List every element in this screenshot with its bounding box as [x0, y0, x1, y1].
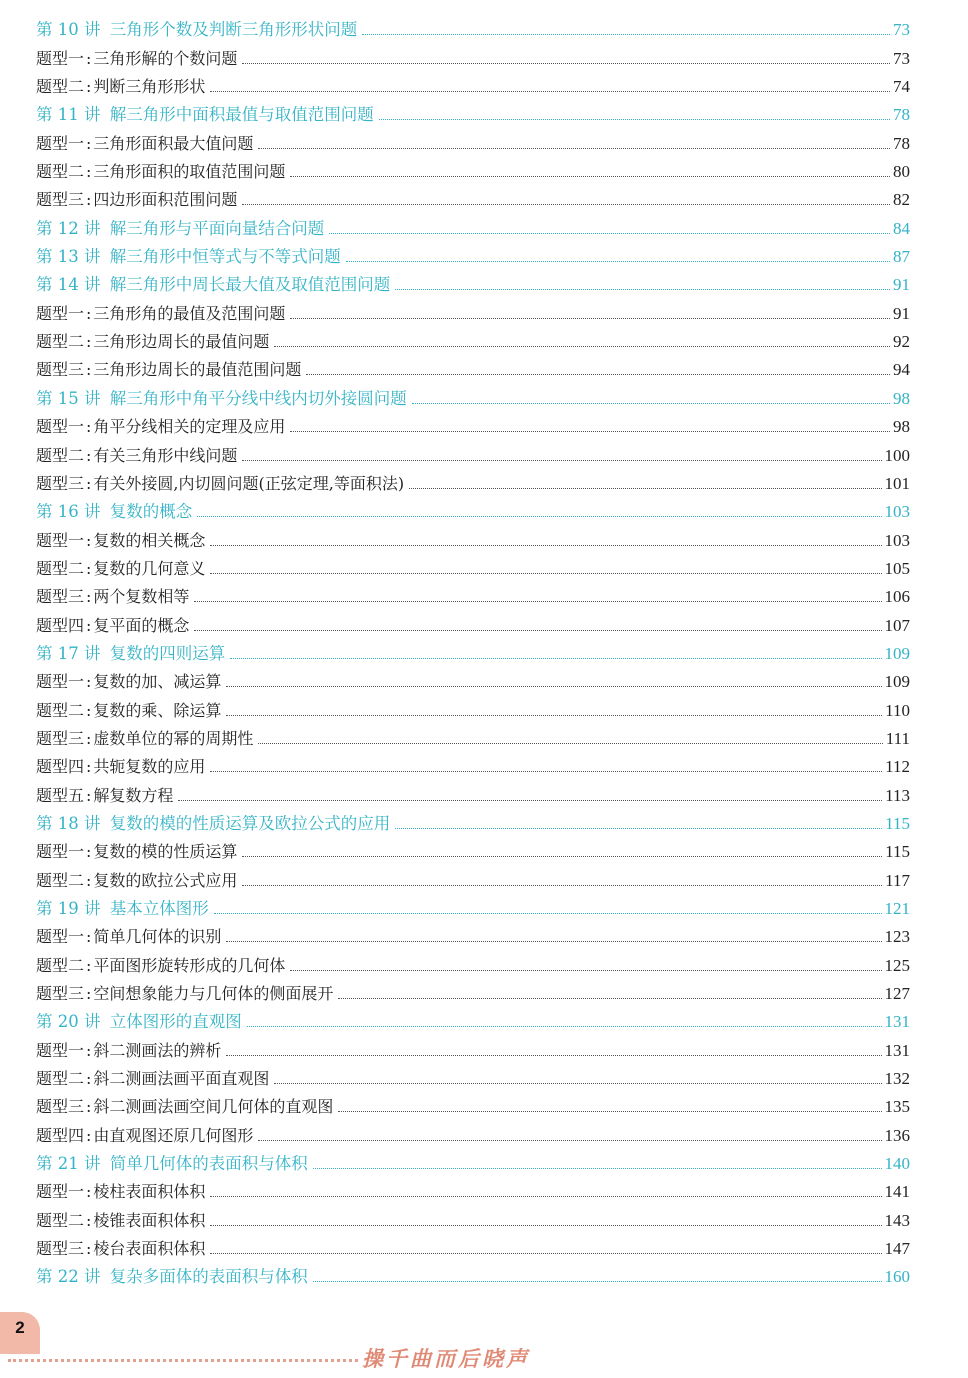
- toc-entry-label: 题型三: [36, 473, 85, 493]
- toc-entry-text: 解三角形中恒等式与不等式问题: [109, 247, 341, 267]
- toc-entry-title: 题型一 : 三角形解的个数问题: [36, 48, 238, 68]
- toc-entry-label: 题型三: [36, 360, 85, 380]
- toc-entry-title: 题型三 : 两个复数相等: [36, 587, 190, 607]
- toc-page-number: 103: [884, 530, 910, 550]
- toc-section-row[interactable]: [36, 725, 910, 753]
- toc-entry-label: 题型一: [36, 133, 85, 153]
- toc-chapter-row[interactable]: [36, 214, 910, 242]
- toc-page-number: 143: [884, 1210, 910, 1230]
- toc-page-number: 98: [893, 388, 910, 408]
- toc-section-row[interactable]: [36, 781, 910, 809]
- toc-entry-title: 题型三 : 虚数单位的幂的周期性: [36, 728, 254, 748]
- toc-page-number: 106: [884, 587, 910, 607]
- toc-entry-text: 解三角形中角平分线中线内切外接圆问题: [109, 388, 407, 408]
- toc-entry-text: 简单几何体的表面积与体积: [109, 1154, 308, 1174]
- toc-section-row[interactable]: [36, 413, 910, 441]
- toc-page-number: 80: [893, 162, 910, 182]
- toc-entry-text: 三角形角的最值及范围问题: [93, 303, 286, 323]
- toc-entry-text: 三角形边周长的最值范围问题: [93, 360, 302, 380]
- toc-section-row[interactable]: [36, 470, 910, 498]
- toc-entry-title: 题型三 : 空间想象能力与几何体的侧面展开: [36, 984, 334, 1004]
- toc-section-row[interactable]: [36, 980, 910, 1008]
- toc-page-number: 74: [893, 77, 910, 97]
- toc-entry-label: 第 12 讲: [36, 218, 101, 238]
- dot-leader: [338, 997, 881, 999]
- toc-entry-label: 第 18 讲: [36, 813, 101, 833]
- toc-entry-title: 题型二 : 判断三角形形状: [36, 77, 206, 97]
- toc-entry-text: 三角形面积的取值范围问题: [93, 162, 286, 182]
- dot-leader: [242, 884, 882, 886]
- toc-entry-title: 题型一 : 三角形角的最值及范围问题: [36, 303, 286, 323]
- toc-chapter-row[interactable]: [36, 16, 910, 44]
- dot-leader: [290, 430, 890, 432]
- toc-entry-text: 复杂多面体的表面积与体积: [109, 1267, 308, 1287]
- toc-entry-title: [36, 215, 324, 243]
- toc-entry-label: 题型二: [36, 700, 85, 720]
- toc-entry-label: 题型四: [36, 615, 85, 635]
- dot-leader: [210, 1252, 881, 1254]
- toc-entry-label: 题型二: [36, 77, 85, 97]
- toc-chapter-row[interactable]: [36, 384, 910, 412]
- dot-leader: [210, 572, 881, 574]
- toc-entry-title: 题型四 : 由直观图还原几何图形: [36, 1125, 254, 1145]
- toc-entry-label: 题型五: [36, 785, 85, 805]
- toc-page-number: 110: [885, 700, 910, 720]
- toc-entry-text: 棱台表面积体积: [93, 1239, 206, 1259]
- toc-entry-label: 题型三: [36, 587, 85, 607]
- toc-entry-label: 第 20 讲: [36, 1012, 101, 1032]
- toc-chapter-row[interactable]: [36, 101, 910, 129]
- toc-entry-title: 题型二 : 复数的乘、除运算: [36, 700, 222, 720]
- toc-section-row[interactable]: [36, 441, 910, 469]
- dot-leader: [290, 317, 890, 319]
- toc-page-number: 140: [884, 1154, 910, 1174]
- toc-entry-label: 题型二: [36, 445, 85, 465]
- toc-section-row[interactable]: [36, 356, 910, 384]
- toc-entry-text: 复数的模的性质运算及欧拉公式的应用: [109, 813, 391, 833]
- toc-section-row[interactable]: [36, 555, 910, 583]
- toc-entry-label: 题型三: [36, 728, 85, 748]
- toc-entry-text: 复数的模的性质运算: [93, 842, 238, 862]
- footer-dotted-line: [8, 1355, 358, 1362]
- toc-page-number: 78: [893, 105, 910, 125]
- dot-leader: [230, 657, 881, 659]
- toc-page-number: 160: [884, 1267, 910, 1287]
- toc-entry-label: 题型三: [36, 984, 85, 1004]
- toc-entry-text: 三角形边周长的最值问题: [93, 332, 270, 352]
- toc-page-number: 117: [885, 870, 910, 890]
- toc-entry-label: 题型三: [36, 190, 85, 210]
- dot-leader: [258, 1139, 881, 1141]
- toc-entry-title: 题型二 : 棱锥表面积体积: [36, 1210, 206, 1230]
- dot-leader: [346, 260, 890, 262]
- toc-entry-label: 第 10 讲: [36, 20, 101, 40]
- toc-entry-text: 解三角形中周长最大值及取值范围问题: [109, 275, 391, 295]
- toc-entry-text: 平面图形旋转形成的几何体: [93, 955, 286, 975]
- toc-entry-title: 题型三 : 有关外接圆,内切圆问题(正弦定理,等面积法): [36, 473, 405, 493]
- toc-entry-label: 题型一: [36, 1040, 85, 1060]
- toc-section-row[interactable]: [36, 1065, 910, 1093]
- toc-entry-text: 四边形面积范围问题: [93, 190, 238, 210]
- toc-entry-text: 空间想象能力与几何体的侧面展开: [93, 984, 334, 1004]
- toc-entry-label: 题型二: [36, 558, 85, 578]
- toc-chapter-row[interactable]: [36, 895, 910, 923]
- toc-entry-label: 题型一: [36, 1182, 85, 1202]
- toc-entry-text: 两个复数相等: [93, 587, 190, 607]
- dot-leader: [226, 940, 881, 942]
- dot-leader: [226, 685, 881, 687]
- toc-page-number: 121: [884, 899, 910, 918]
- toc-page-number: 91: [893, 303, 910, 323]
- toc-page-number: 109: [884, 643, 910, 663]
- dot-leader: [178, 799, 882, 801]
- toc-entry-text: 由直观图还原几何图形: [93, 1125, 254, 1145]
- toc-page-number: 91: [893, 275, 910, 295]
- toc-entry-text: 复数的几何意义: [93, 558, 206, 578]
- toc-entry-label: 题型二: [36, 332, 85, 352]
- toc-entry-label: 第 19 讲: [36, 899, 101, 918]
- toc-entry-title: 题型二 : 三角形面积的取值范围问题: [36, 162, 286, 182]
- toc-page-number: 147: [884, 1239, 910, 1259]
- toc-page-number: 73: [893, 48, 910, 68]
- toc-section-row[interactable]: [36, 923, 910, 951]
- dot-leader: [242, 203, 890, 205]
- toc-section-row[interactable]: [36, 838, 910, 866]
- toc-page-number: 136: [884, 1125, 910, 1145]
- toc-section-row[interactable]: [36, 328, 910, 356]
- toc-section-row[interactable]: [36, 951, 910, 979]
- toc-entry-title: 题型二 : 平面图形旋转形成的几何体: [36, 955, 286, 975]
- toc-entry-text: 斜二测画法画平面直观图: [93, 1069, 270, 1089]
- toc-entry-text: 复数的概念: [109, 502, 193, 522]
- toc-entry-text: 简单几何体的识别: [93, 927, 222, 947]
- toc-entry-title: 题型三 : 三角形边周长的最值范围问题: [36, 360, 302, 380]
- toc-entry-title: 题型三 : 四边形面积范围问题: [36, 190, 238, 210]
- dot-leader: [274, 345, 890, 347]
- toc-entry-text: 基本立体图形: [109, 899, 209, 918]
- toc-entry-title: [36, 101, 374, 129]
- toc-page-number: 82: [893, 190, 910, 210]
- toc-entry-title: 题型二 : 三角形边周长的最值问题: [36, 332, 270, 352]
- toc-entry-text: 斜二测画法的辨析: [93, 1040, 222, 1060]
- toc-entry-label: 题型二: [36, 1210, 85, 1230]
- dot-leader: [412, 402, 890, 404]
- toc-entry-text: 三角形解的个数问题: [93, 48, 238, 68]
- dot-leader: [242, 855, 882, 857]
- toc-section-row[interactable]: [36, 1121, 910, 1149]
- toc-page-number: 109: [884, 672, 910, 692]
- toc-entry-title: [36, 1150, 308, 1178]
- toc-page-number: 92: [893, 332, 910, 352]
- toc-section-row[interactable]: [36, 526, 910, 554]
- toc-page-number: 98: [893, 417, 910, 437]
- toc-entry-title: 题型一 : 三角形面积最大值问题: [36, 133, 254, 153]
- toc-page-number: 107: [884, 615, 910, 635]
- toc-entry-title: [36, 1263, 308, 1291]
- toc-entry-text: 三角形面积最大值问题: [93, 133, 254, 153]
- toc-entry-text: 复数的加、减运算: [93, 672, 222, 692]
- dot-leader: [210, 770, 882, 772]
- toc-entry-title: 题型一 : 斜二测画法的辨析: [36, 1040, 222, 1060]
- dot-leader: [362, 33, 890, 35]
- dot-leader: [306, 373, 890, 375]
- toc-section-row[interactable]: [36, 158, 910, 186]
- toc-section-row[interactable]: [36, 611, 910, 639]
- toc-entry-title: 题型四 : 共轭复数的应用: [36, 757, 206, 777]
- toc-page-number: 105: [884, 558, 910, 578]
- toc-entry-title: 题型一 : 简单几何体的识别: [36, 927, 222, 947]
- toc-entry-text: 棱锥表面积体积: [93, 1210, 206, 1230]
- toc-page-number: 94: [893, 360, 910, 380]
- toc-section-row[interactable]: [36, 186, 910, 214]
- toc-entry-title: [36, 810, 390, 838]
- toc-entry-title: 题型四 : 复平面的概念: [36, 615, 190, 635]
- toc-section-row[interactable]: [36, 1206, 910, 1234]
- dot-leader: [197, 515, 881, 517]
- toc-chapter-row[interactable]: [36, 271, 910, 299]
- toc-page-number: 127: [884, 984, 910, 1004]
- toc-chapter-row[interactable]: [36, 810, 910, 838]
- toc-entry-label: 第 22 讲: [36, 1267, 101, 1287]
- table-of-contents: [36, 16, 910, 1291]
- toc-entry-label: 第 16 讲: [36, 502, 101, 522]
- toc-entry-title: [36, 498, 192, 526]
- toc-chapter-row[interactable]: [36, 498, 910, 526]
- toc-entry-text: 复数的相关概念: [93, 530, 206, 550]
- toc-entry-title: 题型一 : 角平分线相关的定理及应用: [36, 417, 286, 437]
- toc-entry-text: 有关三角形中线问题: [93, 445, 238, 465]
- toc-entry-label: 第 21 讲: [36, 1154, 101, 1174]
- toc-section-row[interactable]: [36, 299, 910, 327]
- toc-section-row[interactable]: [36, 73, 910, 101]
- toc-page-number: 111: [885, 728, 910, 748]
- dot-leader: [210, 90, 890, 92]
- page-number: 2: [15, 1318, 25, 1337]
- toc-entry-title: [36, 1008, 242, 1036]
- toc-entry-label: 第 17 讲: [36, 643, 101, 663]
- toc-page-number: 78: [893, 133, 910, 153]
- toc-entry-label: 题型三: [36, 1239, 85, 1259]
- toc-page-number: 131: [884, 1012, 910, 1032]
- toc-entry-label: 题型二: [36, 955, 85, 975]
- dot-leader: [214, 912, 882, 914]
- toc-entry-label: 题型四: [36, 757, 85, 777]
- toc-chapter-row[interactable]: [36, 640, 910, 668]
- toc-section-row[interactable]: [36, 668, 910, 696]
- toc-page-number: 84: [893, 218, 910, 238]
- dot-leader: [338, 1110, 881, 1112]
- toc-page-number: 73: [893, 20, 910, 40]
- toc-entry-title: 题型一 : 复数的模的性质运算: [36, 842, 238, 862]
- toc-section-row[interactable]: [36, 1036, 910, 1064]
- toc-chapter-row[interactable]: [36, 243, 910, 271]
- dot-leader: [313, 1167, 882, 1169]
- toc-entry-title: 题型三 : 棱台表面积体积: [36, 1239, 206, 1259]
- dot-leader: [290, 175, 890, 177]
- toc-entry-text: 共轭复数的应用: [93, 757, 206, 777]
- dot-leader: [290, 969, 881, 971]
- dot-leader: [258, 742, 882, 744]
- dot-leader: [226, 714, 882, 716]
- dot-leader: [379, 118, 890, 120]
- toc-entry-text: 虚数单位的幂的周期性: [93, 728, 254, 748]
- toc-chapter-row[interactable]: [36, 1263, 910, 1291]
- toc-section-row[interactable]: [36, 583, 910, 611]
- toc-entry-text: 复平面的概念: [93, 615, 190, 635]
- toc-page-number: 87: [893, 247, 910, 267]
- toc-chapter-row[interactable]: [36, 1008, 910, 1036]
- toc-entry-text: 判断三角形形状: [93, 77, 206, 97]
- toc-entry-label: 第 11 讲: [36, 105, 101, 125]
- toc-entry-text: 解三角形与平面向量结合问题: [109, 218, 325, 238]
- toc-entry-label: 题型三: [36, 1097, 85, 1117]
- dot-leader: [274, 1082, 881, 1084]
- toc-entry-title: 题型二 : 复数的几何意义: [36, 558, 206, 578]
- toc-section-row[interactable]: [36, 129, 910, 157]
- toc-entry-title: 题型二 : 有关三角形中线问题: [36, 445, 238, 465]
- toc-entry-label: 第 15 讲: [36, 388, 101, 408]
- toc-entry-label: 第 13 讲: [36, 247, 101, 267]
- toc-entry-text: 三角形个数及判断三角形形状问题: [109, 20, 358, 40]
- dot-leader: [258, 147, 890, 149]
- dot-leader: [194, 629, 881, 631]
- dot-leader: [247, 1025, 882, 1027]
- toc-entry-label: 题型二: [36, 870, 85, 890]
- toc-page-number: 135: [884, 1097, 910, 1117]
- toc-page-number: 141: [884, 1182, 910, 1202]
- dot-leader: [242, 62, 890, 64]
- toc-page-number: 112: [885, 757, 910, 777]
- dot-leader: [409, 487, 881, 489]
- toc-entry-title: 题型二 : 复数的欧拉公式应用: [36, 870, 238, 890]
- toc-entry-label: 题型一: [36, 303, 85, 323]
- toc-section-row[interactable]: [36, 1235, 910, 1263]
- toc-entry-text: 复数的乘、除运算: [93, 700, 222, 720]
- toc-entry-text: 复数的欧拉公式应用: [93, 870, 238, 890]
- dot-leader: [226, 1054, 881, 1056]
- toc-chapter-row[interactable]: [36, 1150, 910, 1178]
- dot-leader: [194, 600, 881, 602]
- toc-entry-label: 题型一: [36, 417, 85, 437]
- toc-entry-title: 题型三 : 斜二测画法画空间几何体的直观图: [36, 1097, 334, 1117]
- toc-entry-title: [36, 271, 390, 299]
- dot-leader: [242, 459, 881, 461]
- toc-page-number: 123: [884, 927, 910, 947]
- toc-entry-title: [36, 16, 357, 44]
- toc-entry-label: 题型一: [36, 927, 85, 947]
- toc-entry-label: 题型一: [36, 48, 85, 68]
- toc-entry-title: 题型一 : 复数的加、减运算: [36, 672, 222, 692]
- dot-leader: [210, 1224, 881, 1226]
- toc-entry-text: 复数的四则运算: [109, 643, 226, 663]
- toc-entry-label: 题型二: [36, 1069, 85, 1089]
- dot-leader: [395, 288, 890, 290]
- dot-leader: [210, 1195, 881, 1197]
- dot-leader: [395, 827, 882, 829]
- toc-entry-label: 题型四: [36, 1125, 85, 1145]
- toc-page-number: 115: [885, 813, 910, 833]
- toc-section-row[interactable]: [36, 1093, 910, 1121]
- toc-section-row[interactable]: [36, 753, 910, 781]
- toc-entry-title: 题型一 : 复数的相关概念: [36, 530, 206, 550]
- toc-entry-title: [36, 385, 407, 413]
- toc-entry-text: 有关外接圆,内切圆问题(正弦定理,等面积法): [93, 473, 405, 493]
- dot-leader: [210, 544, 881, 546]
- toc-entry-title: [36, 640, 225, 668]
- dot-leader: [329, 232, 890, 234]
- toc-entry-label: 题型二: [36, 162, 85, 182]
- toc-section-row[interactable]: [36, 866, 910, 894]
- toc-page-number: 113: [885, 785, 910, 805]
- footer-slogan: 操千曲而后晓声: [362, 1346, 530, 1371]
- toc-entry-title: [36, 895, 209, 923]
- toc-entry-title: 题型二 : 斜二测画法画平面直观图: [36, 1069, 270, 1089]
- toc-entry-text: 解复数方程: [93, 785, 174, 805]
- toc-entry-text: 解三角形中面积最值与取值范围问题: [109, 105, 374, 125]
- toc-section-row[interactable]: [36, 1178, 910, 1206]
- toc-page-number: 103: [884, 502, 910, 522]
- toc-entry-text: 立体图形的直观图: [109, 1012, 242, 1032]
- toc-entry-label: 题型一: [36, 672, 85, 692]
- toc-entry-title: [36, 243, 341, 271]
- toc-entry-title: 题型五 : 解复数方程: [36, 785, 174, 805]
- toc-entry-title: 题型一 : 棱柱表面积体积: [36, 1182, 206, 1202]
- toc-entry-text: 角平分线相关的定理及应用: [93, 417, 286, 437]
- toc-entry-text: 斜二测画法画空间几何体的直观图: [93, 1097, 334, 1117]
- toc-page-number: 132: [884, 1069, 910, 1089]
- toc-page-number: 101: [884, 473, 910, 493]
- toc-entry-label: 第 14 讲: [36, 275, 101, 295]
- toc-page-number: 115: [885, 842, 910, 862]
- toc-page-number: 100: [884, 445, 910, 465]
- toc-entry-label: 题型一: [36, 842, 85, 862]
- toc-entry-text: 棱柱表面积体积: [93, 1182, 206, 1202]
- toc-section-row[interactable]: [36, 696, 910, 724]
- toc-section-row[interactable]: [36, 44, 910, 72]
- toc-entry-label: 题型一: [36, 530, 85, 550]
- toc-page-number: 131: [884, 1040, 910, 1060]
- dot-leader: [313, 1280, 882, 1282]
- toc-page-number: 125: [884, 955, 910, 975]
